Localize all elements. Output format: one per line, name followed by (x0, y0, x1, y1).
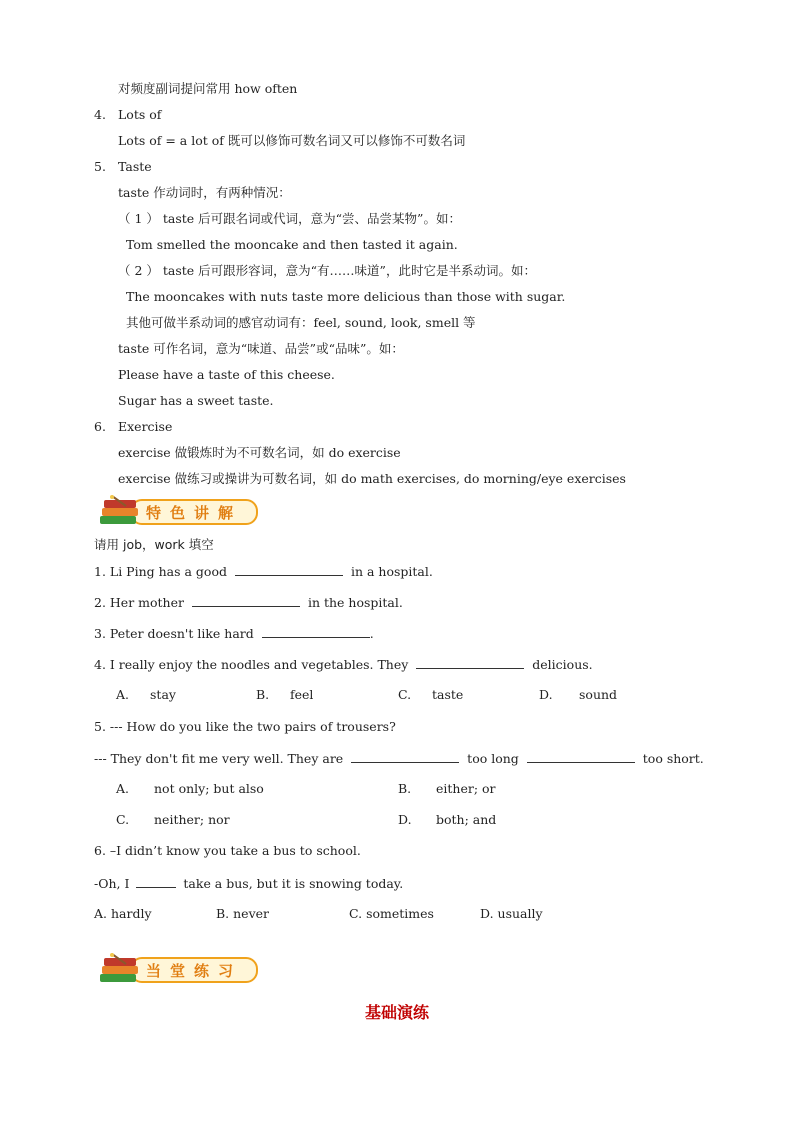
q4-option-a[interactable] (116, 687, 176, 703)
q4-text-end: delicious. (532, 657, 593, 672)
q4-blank[interactable] (416, 656, 524, 669)
item4-title: Lots of (118, 107, 162, 122)
q2-text: 2. Her mother (94, 595, 184, 610)
q6-option-c[interactable]: C. sometimes (349, 906, 434, 921)
option-text: not only; but also (154, 781, 264, 796)
q1-text: 1. Li Ping has a good (94, 564, 227, 579)
q3-text-end: . (369, 626, 374, 641)
books-icon (96, 494, 144, 528)
books-icon (96, 952, 144, 986)
q1-blank[interactable] (235, 563, 343, 576)
item5-number: 5. (94, 159, 106, 174)
option-letter: A. (116, 781, 130, 796)
q6-text-end: take a bus, but it is snowing today. (183, 876, 404, 891)
item5-example1: Tom smelled the mooncake and then tasted it again. (126, 237, 458, 252)
q4-option-d[interactable] (539, 687, 617, 703)
q5-option-a[interactable] (116, 781, 264, 797)
question-5: 5. --- How do you like the two pairs of trousers? (94, 719, 396, 734)
q2-text-end: in the hospital. (307, 595, 403, 610)
badge-pill (130, 499, 258, 525)
item5-text2: taste 可作名词，意为“味道、品尝”或“品味”。如： (118, 341, 404, 356)
q3-blank[interactable] (262, 625, 370, 638)
question-5-line2 (94, 750, 704, 767)
option-letter: D. (539, 687, 553, 702)
option-letter: B. (398, 781, 412, 796)
item5-example4: Sugar has a sweet taste. (118, 393, 274, 408)
question-1 (94, 563, 433, 580)
q5-option-b[interactable] (398, 781, 496, 797)
item6-text2: exercise 做练习或操讲为可数名词，如 do math exercises, do morning/eye exercises (118, 471, 626, 486)
badge-pill (130, 957, 258, 983)
section-badge-practice (96, 952, 258, 986)
item6-text1: exercise 做锻炼时为不可数名词，如 do exercise (118, 445, 401, 460)
q5-text-end: too short. (642, 751, 704, 766)
q5-option-d[interactable] (398, 812, 496, 828)
q4-option-c[interactable] (398, 687, 463, 703)
question-4 (94, 656, 593, 673)
item5-example2: The mooncakes with nuts taste more delicious than those with sugar. (126, 289, 566, 304)
item5-example3: Please have a taste of this cheese. (118, 367, 335, 382)
item5-note: 其他可做半系动词的感官动词有：feel, sound, look, smell 等 (126, 315, 476, 330)
item5-text1: taste 作动词时，有两种情况： (118, 185, 291, 200)
q6-option-a[interactable]: A. hardly (94, 906, 152, 921)
q1-text-end: in a hospital. (350, 564, 433, 579)
option-letter: C. (116, 812, 130, 827)
option-text: feel (290, 687, 314, 702)
q3-text: 3. Peter doesn't like hard (94, 626, 254, 641)
q2-blank[interactable] (192, 594, 300, 607)
q5-text-mid: too long (467, 751, 519, 766)
section-title: 基础演练 (364, 1003, 429, 1022)
q4-option-b[interactable] (256, 687, 313, 703)
exercise-instruction: 请用 job，work 填空 (94, 537, 214, 552)
item5-sub2: （ 2 ） taste 后可跟形容词，意为“有……味道”，此时它是半系动词。如： (118, 263, 536, 278)
q5-blank-1[interactable] (351, 750, 459, 763)
question-3 (94, 625, 374, 642)
q5-blank-2[interactable] (527, 750, 635, 763)
option-letter: A. (116, 687, 130, 702)
option-letter: B. (256, 687, 270, 702)
q6-text: -Oh, I (94, 876, 130, 891)
item4-number: 4. (94, 107, 106, 122)
q5-text: --- They don't fit me very well. They are (94, 751, 344, 766)
option-letter: D. (398, 812, 412, 827)
question-6: 6. –I didn’t know you take a bus to school. (94, 843, 361, 858)
q6-option-b[interactable]: B. never (216, 906, 270, 921)
question-6-line2 (94, 875, 403, 892)
option-text: stay (150, 687, 176, 702)
q6-option-d[interactable]: D. usually (480, 906, 543, 921)
question-2 (94, 594, 403, 611)
q6-blank[interactable] (136, 875, 176, 888)
option-text: taste (432, 687, 464, 702)
option-text: sound (579, 687, 618, 702)
item4-text: Lots of = a lot of 既可以修饰可数名词又可以修饰不可数名词 (118, 133, 466, 148)
badge-label: 当堂练习 (146, 962, 243, 980)
option-text: either; or (436, 781, 496, 796)
item6-title: Exercise (118, 419, 173, 434)
option-letter: C. (398, 687, 412, 702)
badge-label: 特色讲解 (146, 504, 243, 522)
q5-option-c[interactable] (116, 812, 230, 828)
q4-text: 4. I really enjoy the noodles and vegetables. They (94, 657, 409, 672)
option-text: neither; nor (154, 812, 230, 827)
item5-sub1: （ 1 ） taste 后可跟名词或代词，意为“尝、品尝某物”。如： (118, 211, 461, 226)
item6-number: 6. (94, 419, 106, 434)
option-text: both; and (436, 812, 497, 827)
note-intro: 对频度副词提问常用 how often (118, 81, 298, 96)
section-badge-feature (96, 494, 258, 528)
item5-title: Taste (118, 159, 152, 174)
